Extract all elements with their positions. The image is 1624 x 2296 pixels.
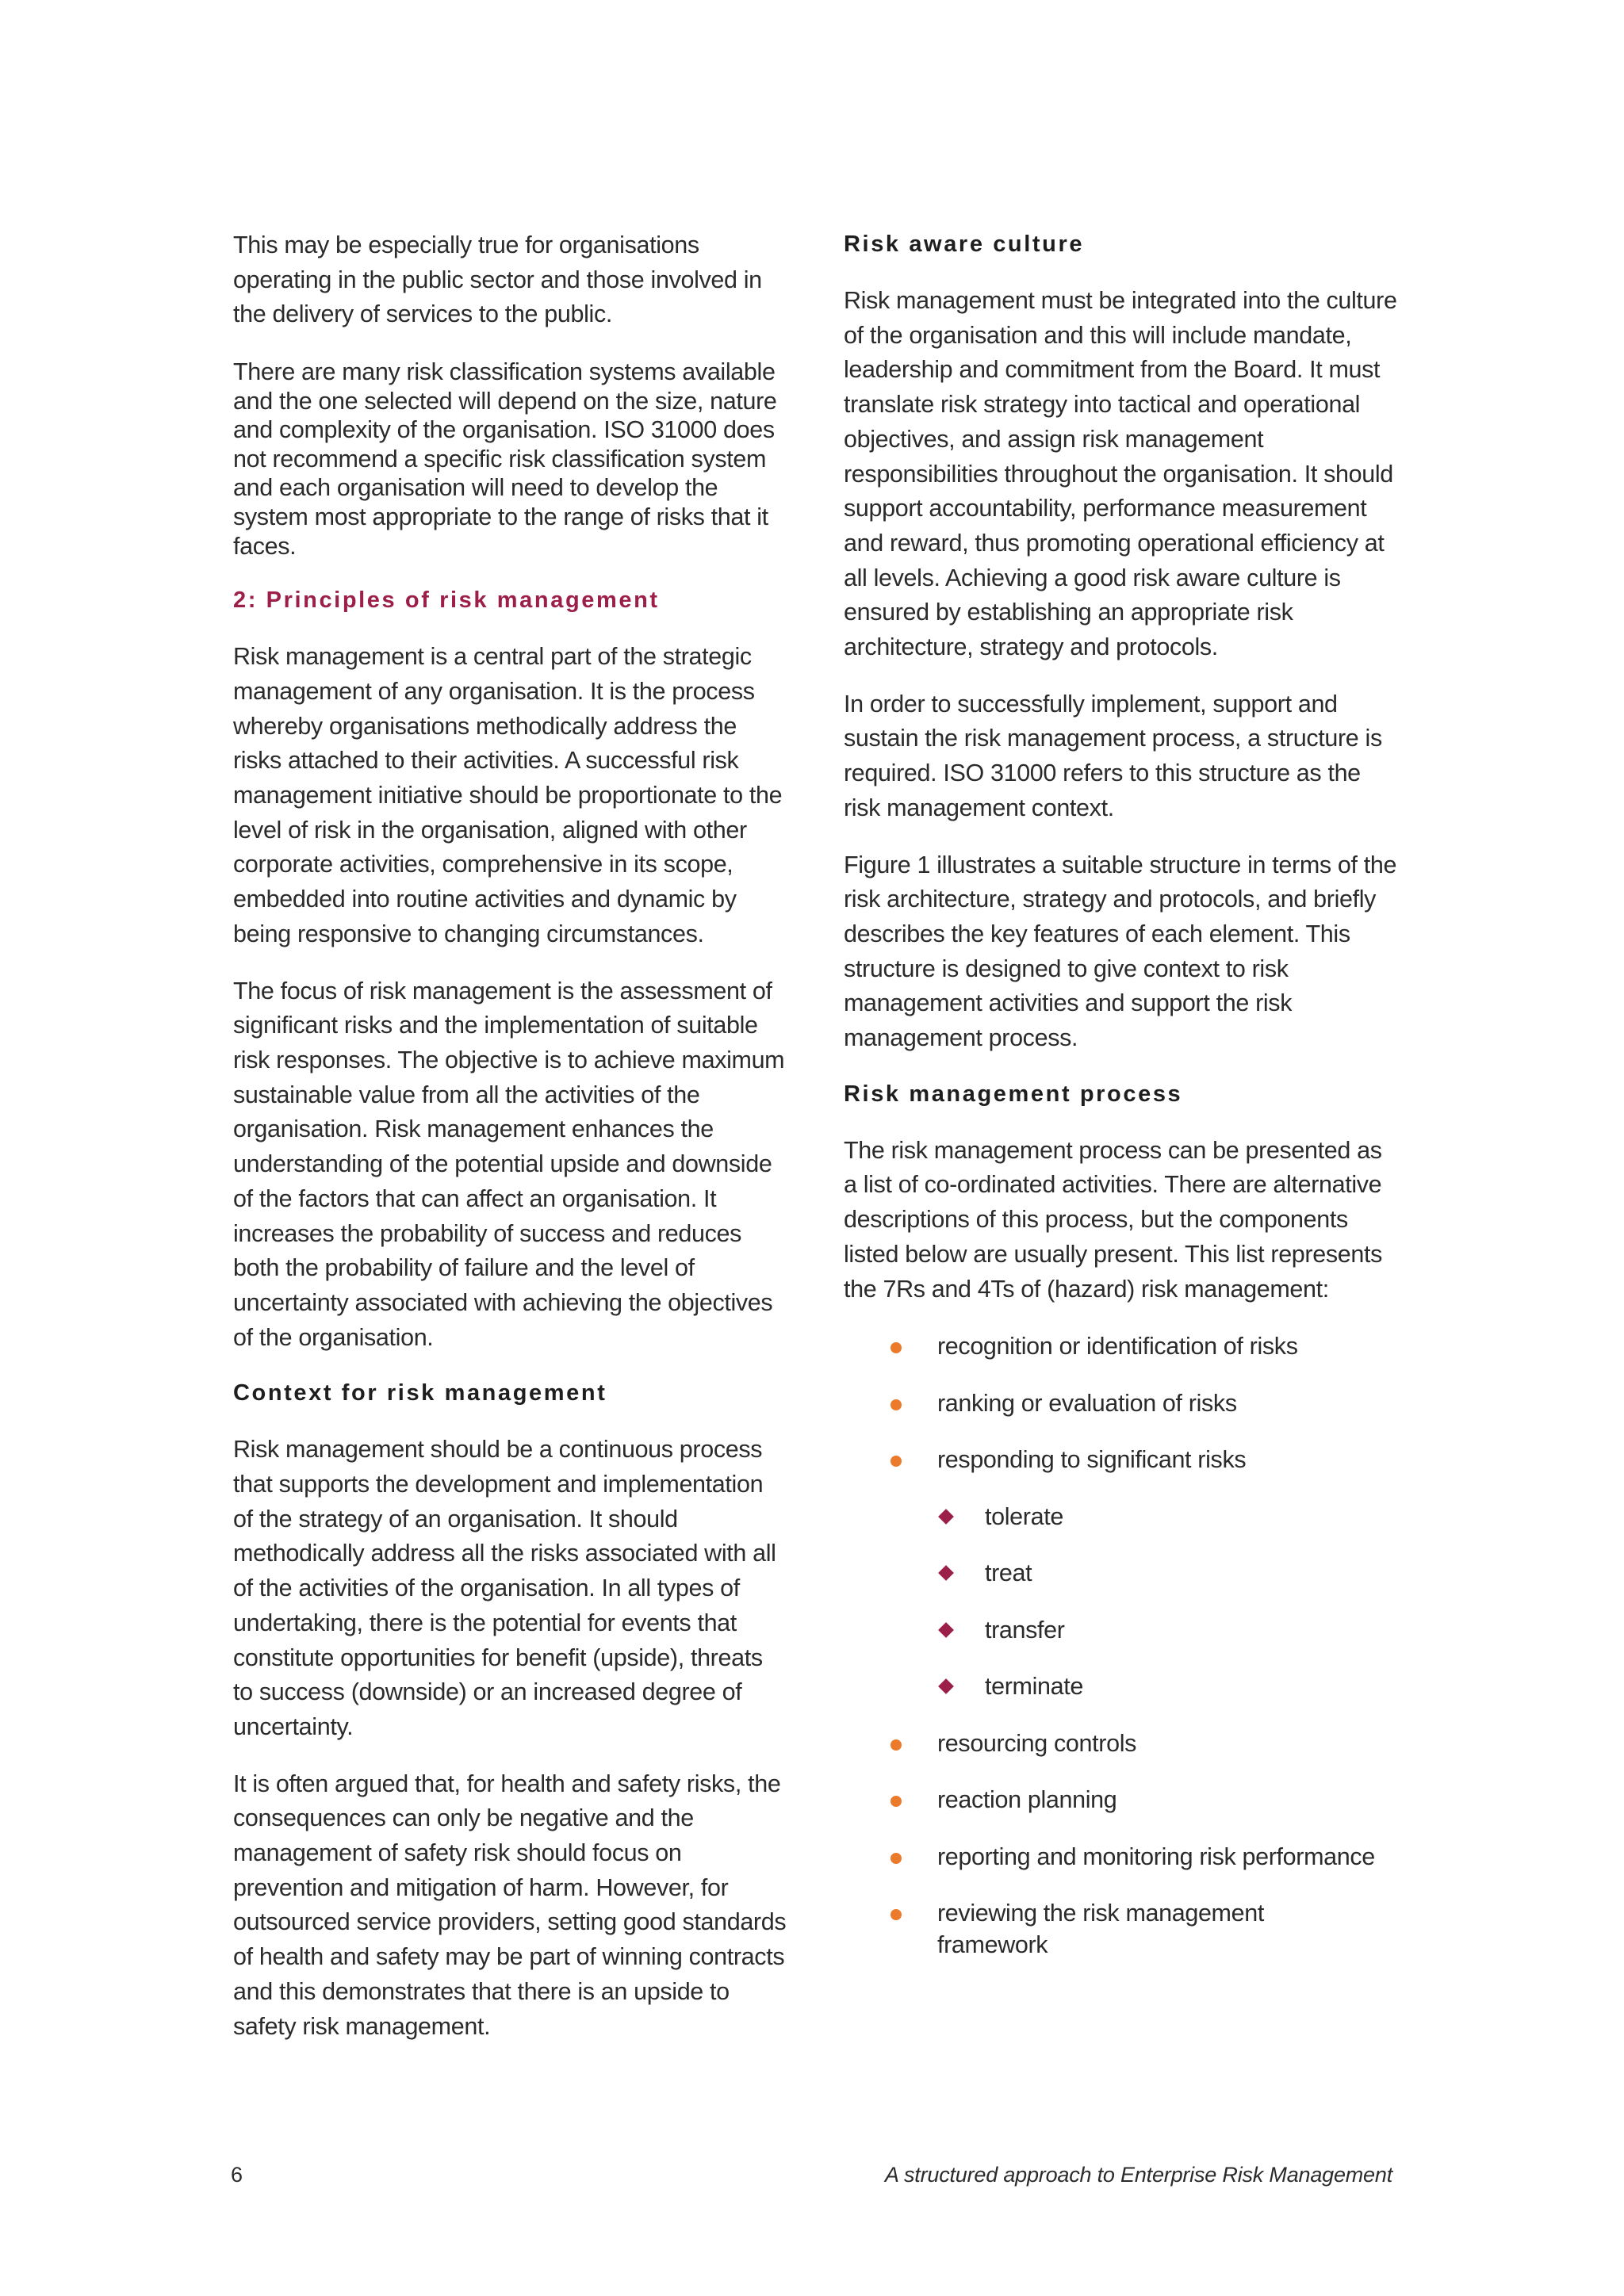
sub-list-item — [937, 1670, 1399, 1702]
sub-list-item — [937, 1501, 1399, 1533]
bullet-dot-icon — [891, 1399, 902, 1410]
list-item-text: reaction planning — [937, 1786, 1117, 1814]
sub-list-item-text: transfer — [985, 1616, 1065, 1644]
list-item — [844, 1784, 1399, 1816]
list-item — [844, 1387, 1399, 1419]
principles-paragraph-1: Risk management is a central part of the strategic management of any organisation. It is the process whereby organisations methodically address the risks attached to their activities. A successful risk management initiative should be proportionate to the level of risk in the organisation, aligned with other corporate activities, comprehensive in its scope, embedded into routine activities and dynamic by being responsive to changing circumstances. — [233, 643, 783, 947]
sub-list-item-text: tolerate — [985, 1502, 1063, 1530]
culture-paragraph-1: Risk management must be integrated into the culture of the organisation and this will include mandate, leadership and commitment from the Board. It must translate risk strategy into tactical and operational objectives, and assign risk management responsibilities throughout the organisation. It should support accountability, performance measurement and reward, thus promoting operational efficiency at all levels. Achieving a good risk aware culture is ensured by establishing an appropriate risk architecture, strategy and protocols. — [844, 287, 1397, 661]
process-heading: Risk management process — [844, 1081, 1183, 1107]
culture-paragraph-3: Figure 1 illustrates a suitable structure in terms of the risk architecture, strategy and protocols, and briefly describes the key features of each element. This structure is designed to give context to risk management activities and support the risk management process. — [844, 851, 1397, 1052]
principles-paragraph-2: The focus of risk management is the assessment of significant risks and the implementation of suitable risk responses. The objective is to achieve maximum sustainable value from all the activities of the organisation. Risk management enhances the understanding of the potential upside and downside of the factors that can affect an organisation. It increases the probability of success and reduces both the probability of failure and the level of uncertainty associated with achieving the objectives of the organisation. — [233, 977, 785, 1351]
list-item — [844, 1841, 1399, 1873]
list-item-text: responding to significant risks — [937, 1446, 1247, 1474]
list-item — [844, 1728, 1399, 1759]
intro-paragraph-2: There are many risk classification systems available and the one selected will depend on the size, nature and complexity of the organisation. ISO 31000 does not recommend a specific risk classification system and each organisation will need to develop the system most appropriate to the range of risks that it faces. — [233, 358, 777, 560]
diamond-bullet-icon — [938, 1678, 954, 1694]
list-item-text: resourcing controls — [937, 1729, 1137, 1757]
bullet-dot-icon — [891, 1456, 902, 1467]
page-number: 6 — [231, 2163, 243, 2187]
list-item-text: reviewing the risk management framework — [937, 1900, 1264, 1959]
left-column — [233, 228, 788, 2044]
list-item-text: ranking or evaluation of risks — [937, 1389, 1237, 1417]
process-list — [844, 1330, 1399, 1961]
sub-list-item — [937, 1614, 1399, 1646]
sub-list-item-text: terminate — [985, 1673, 1083, 1701]
bullet-dot-icon — [891, 1739, 902, 1751]
context-paragraph-1: Risk management should be a continuous process that supports the development and implementation of the strategy of an organisation. It should methodically address all the risks associated with all of the activities of the organisation. In all types of undertaking, there is the potential for events that constitute opportunities for benefit (upside), threats to success (downside) or an increased degree of uncertainty. — [233, 1436, 776, 1740]
intro-paragraph-1: This may be especially true for organisations operating in the public sector and those involved in the delivery of services to the public. — [233, 232, 762, 328]
right-column — [844, 228, 1399, 1986]
list-item-text: recognition or identification of risks — [937, 1333, 1298, 1360]
list-item — [844, 1330, 1399, 1362]
bullet-dot-icon — [891, 1796, 902, 1807]
process-paragraph-1: The risk management process can be presented as a list of co-ordinated activities. There are alternative descriptions of this process, but the components listed below are usually present. This list represents the 7Rs and 4Ts of (hazard) risk management: — [844, 1136, 1382, 1303]
response-sublist — [937, 1501, 1399, 1703]
principles-heading: 2: Principles of risk management — [233, 587, 660, 614]
diamond-bullet-icon — [938, 1509, 954, 1525]
context-heading: Context for risk management — [233, 1380, 607, 1406]
bullet-dot-icon — [891, 1909, 902, 1920]
sub-list-item-text: treat — [985, 1559, 1032, 1587]
culture-paragraph-2: In order to successfully implement, support and sustain the risk management process, a structure is required. ISO 31000 refers to this structure as the risk management context. — [844, 690, 1382, 821]
list-item — [844, 1444, 1399, 1702]
culture-heading: Risk aware culture — [844, 232, 1085, 257]
sub-list-item — [937, 1557, 1399, 1589]
context-paragraph-2: It is often argued that, for health and safety risks, the consequences can only be negative and the management of safety risk should focus on prevention and mitigation of harm. However, for outsourced service providers, setting good standards of health and safety may be part of winning contracts and this demonstrates that there is an upside to safety risk management. — [233, 1770, 787, 2040]
footer-title: A structured approach to Enterprise Risk Management — [884, 2163, 1392, 2187]
diamond-bullet-icon — [938, 1565, 954, 1581]
bullet-dot-icon — [891, 1853, 902, 1864]
list-item — [844, 1897, 1399, 1961]
list-item-text: reporting and monitoring risk performance — [937, 1843, 1375, 1870]
bullet-dot-icon — [891, 1342, 902, 1353]
diamond-bullet-icon — [938, 1622, 954, 1638]
